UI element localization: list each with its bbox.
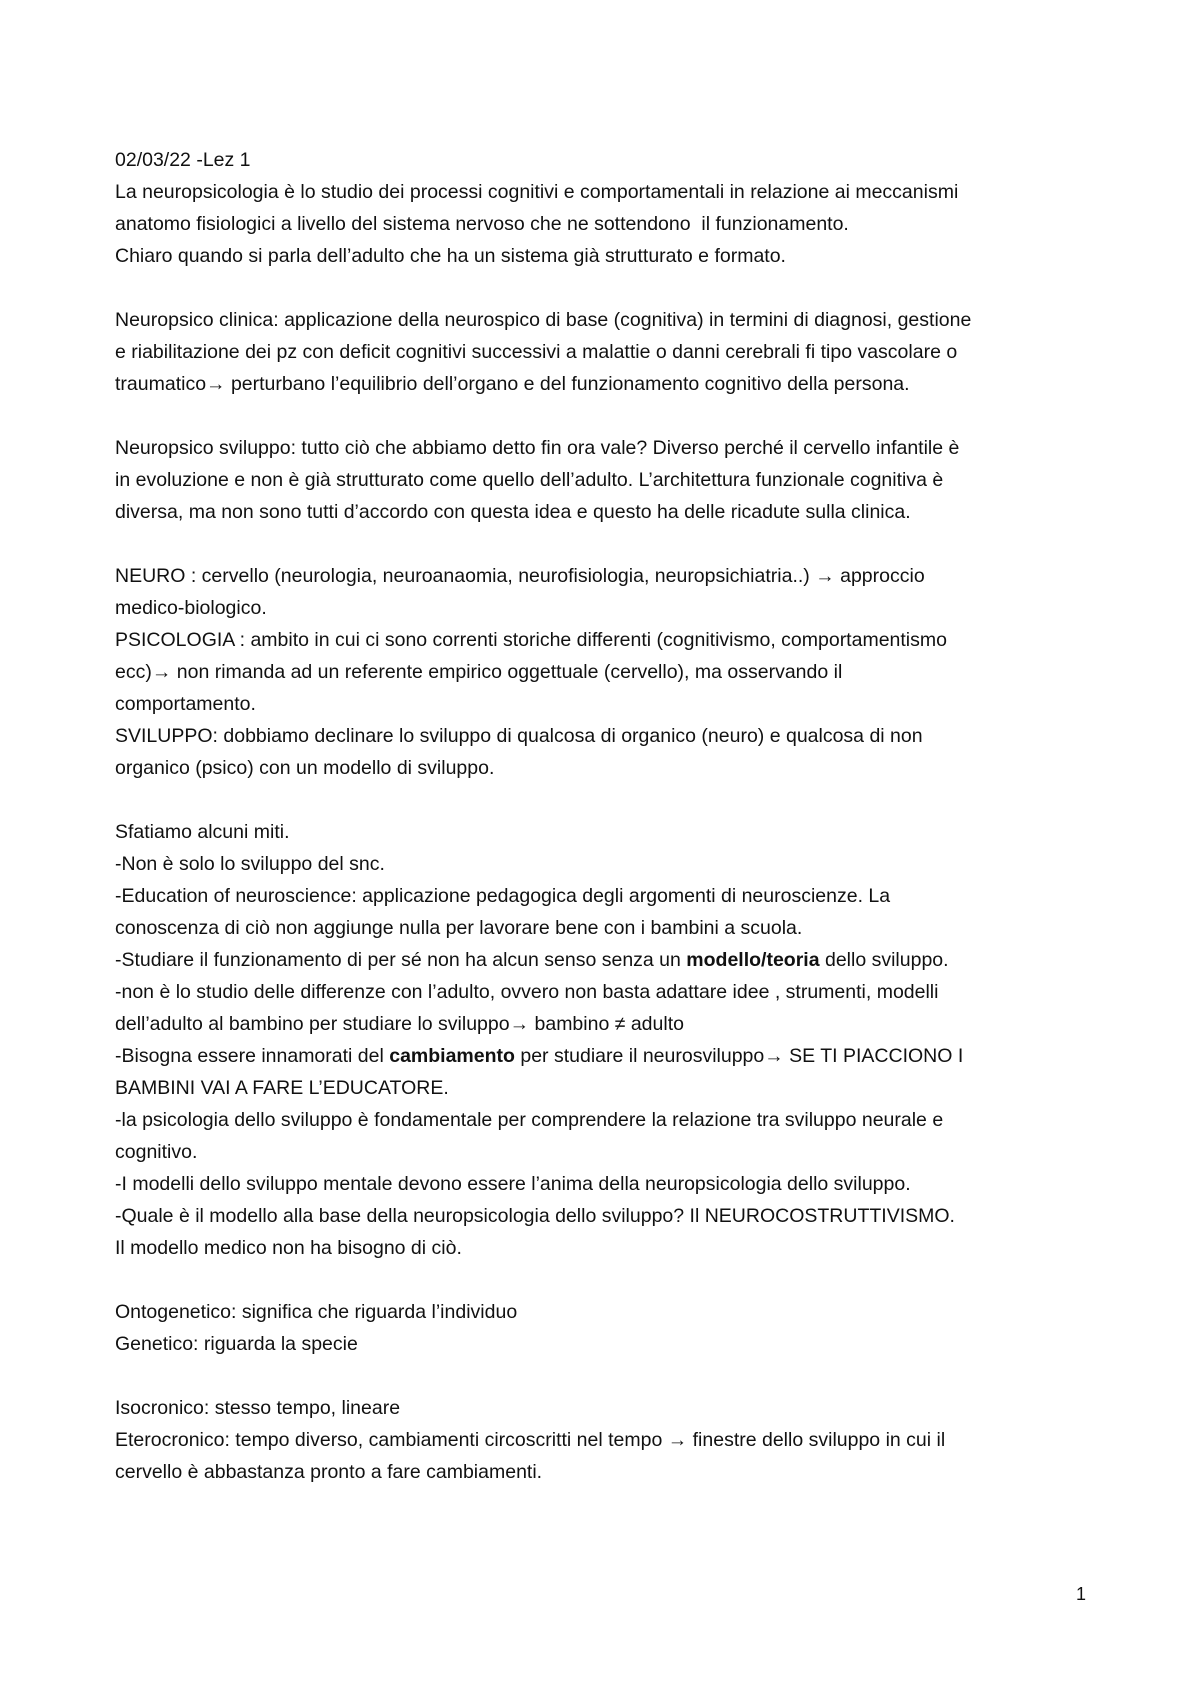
text-line: in evoluzione e non è già strutturato come quello dell’adulto. L’architettura funzionale cognitiva è — [115, 469, 944, 491]
text-line: SVILUPPO: dobbiamo declinare lo sviluppo di qualcosa di organico (neuro) e qualcosa di non — [115, 725, 923, 747]
text-line-with-bold — [115, 944, 1105, 976]
text-line: cognitivo. — [115, 1141, 198, 1163]
paragraph-spacer — [115, 784, 1105, 816]
text-line: NEURO : cervello (neurologia, neuroanaomia, neurofisiologia, neuropsichiatria..) → approccio — [115, 565, 925, 587]
text-line-with-bold — [115, 1040, 1105, 1072]
text-line: e riabilitazione dei pz con deficit cognitivi successivi a malattie o danni cerebrali fi tipo vascolare o — [115, 341, 958, 363]
text-line: medico-biologico. — [115, 597, 267, 619]
text-line: diversa, ma non sono tutti d’accordo con questa idea e questo ha delle ricadute sulla clinica. — [115, 501, 911, 523]
page-number: 1 — [1076, 1584, 1087, 1604]
text-line: -Education of neuroscience: applicazione pedagogica degli argomenti di neuroscienze. La — [115, 885, 891, 907]
document-body — [115, 144, 1105, 1488]
text-line: anatomo fisiologici a livello del sistema nervoso che ne sottendono il funzionamento. — [115, 213, 849, 235]
text-line: conoscenza di ciò non aggiunge nulla per lavorare bene con i bambini a scuola. — [115, 917, 803, 939]
text-line: Ontogenetico: significa che riguarda l’individuo — [115, 1301, 518, 1323]
lecture-date-heading: 02/03/22 -Lez 1 — [115, 149, 251, 171]
text-segment: dello sviluppo. — [819, 949, 949, 971]
text-line: -non è lo studio delle differenze con l’adulto, ovvero non basta adattare idee , strumenti, modelli — [115, 981, 939, 1003]
paragraph-spacer — [115, 272, 1105, 304]
paragraph-spacer — [115, 528, 1105, 560]
text-line: Neuropsico clinica: applicazione della neurospico di base (cognitiva) in termini di diagnosi, gestione — [115, 309, 972, 331]
text-line: -la psicologia dello sviluppo è fondamentale per comprendere la relazione tra sviluppo neurale e — [115, 1109, 944, 1131]
paragraph-spacer — [115, 1360, 1105, 1392]
text-segment: -Bisogna essere innamorati del — [115, 1045, 390, 1067]
text-line: organico (psico) con un modello di sviluppo. — [115, 757, 495, 779]
text-line: ecc)→ non rimanda ad un referente empirico oggettuale (cervello), ma osservando il — [115, 661, 843, 683]
text-line: Isocronico: stesso tempo, lineare — [115, 1397, 401, 1419]
text-segment: per studiare il neurosviluppo→ SE TI PIACCIONO I — [514, 1045, 964, 1067]
text-line: Genetico: riguarda la specie — [115, 1333, 358, 1355]
text-line: Il modello medico non ha bisogno di ciò. — [115, 1237, 462, 1259]
text-line: La neuropsicologia è lo studio dei processi cognitivi e comportamentali in relazione ai meccanismi — [115, 181, 959, 203]
paragraph-spacer — [115, 400, 1105, 432]
text-line: BAMBINI VAI A FARE L’EDUCATORE. — [115, 1077, 449, 1099]
text-line: Eterocronico: tempo diverso, cambiamenti circoscritti nel tempo → finestre dello sviluppo in cui il — [115, 1429, 946, 1451]
text-line: -Non è solo lo sviluppo del snc. — [115, 853, 385, 875]
text-line: Chiaro quando si parla dell’adulto che ha un sistema già strutturato e formato. — [115, 245, 786, 267]
text-line: Sfatiamo alcuni miti. — [115, 821, 290, 843]
text-line: traumatico→ perturbano l’equilibrio dell’organo e del funzionamento cognitivo della persona. — [115, 373, 910, 395]
text-segment: -Studiare il funzionamento di per sé non ha alcun senso senza un — [115, 949, 687, 971]
paragraph-spacer — [115, 1264, 1105, 1296]
text-line: PSICOLOGIA : ambito in cui ci sono correnti storiche differenti (cognitivismo, comportamentismo — [115, 629, 947, 651]
text-line: Neuropsico sviluppo: tutto ciò che abbiamo detto fin ora vale? Diverso perché il cervello infantile è — [115, 437, 960, 459]
bold-term: cambiamento — [389, 1045, 515, 1067]
text-line: -I modelli dello sviluppo mentale devono essere l’anima della neuropsicologia dello sviluppo. — [115, 1173, 911, 1195]
text-line: comportamento. — [115, 693, 256, 715]
bold-term: modello/teoria — [686, 949, 820, 971]
text-line: cervello è abbastanza pronto a fare cambiamenti. — [115, 1461, 543, 1483]
text-line: dell’adulto al bambino per studiare lo sviluppo→ bambino ≠ adulto — [115, 1013, 684, 1035]
text-line: -Quale è il modello alla base della neuropsicologia dello sviluppo? Il NEUROCOSTRUTTIVISMO. — [115, 1205, 955, 1227]
